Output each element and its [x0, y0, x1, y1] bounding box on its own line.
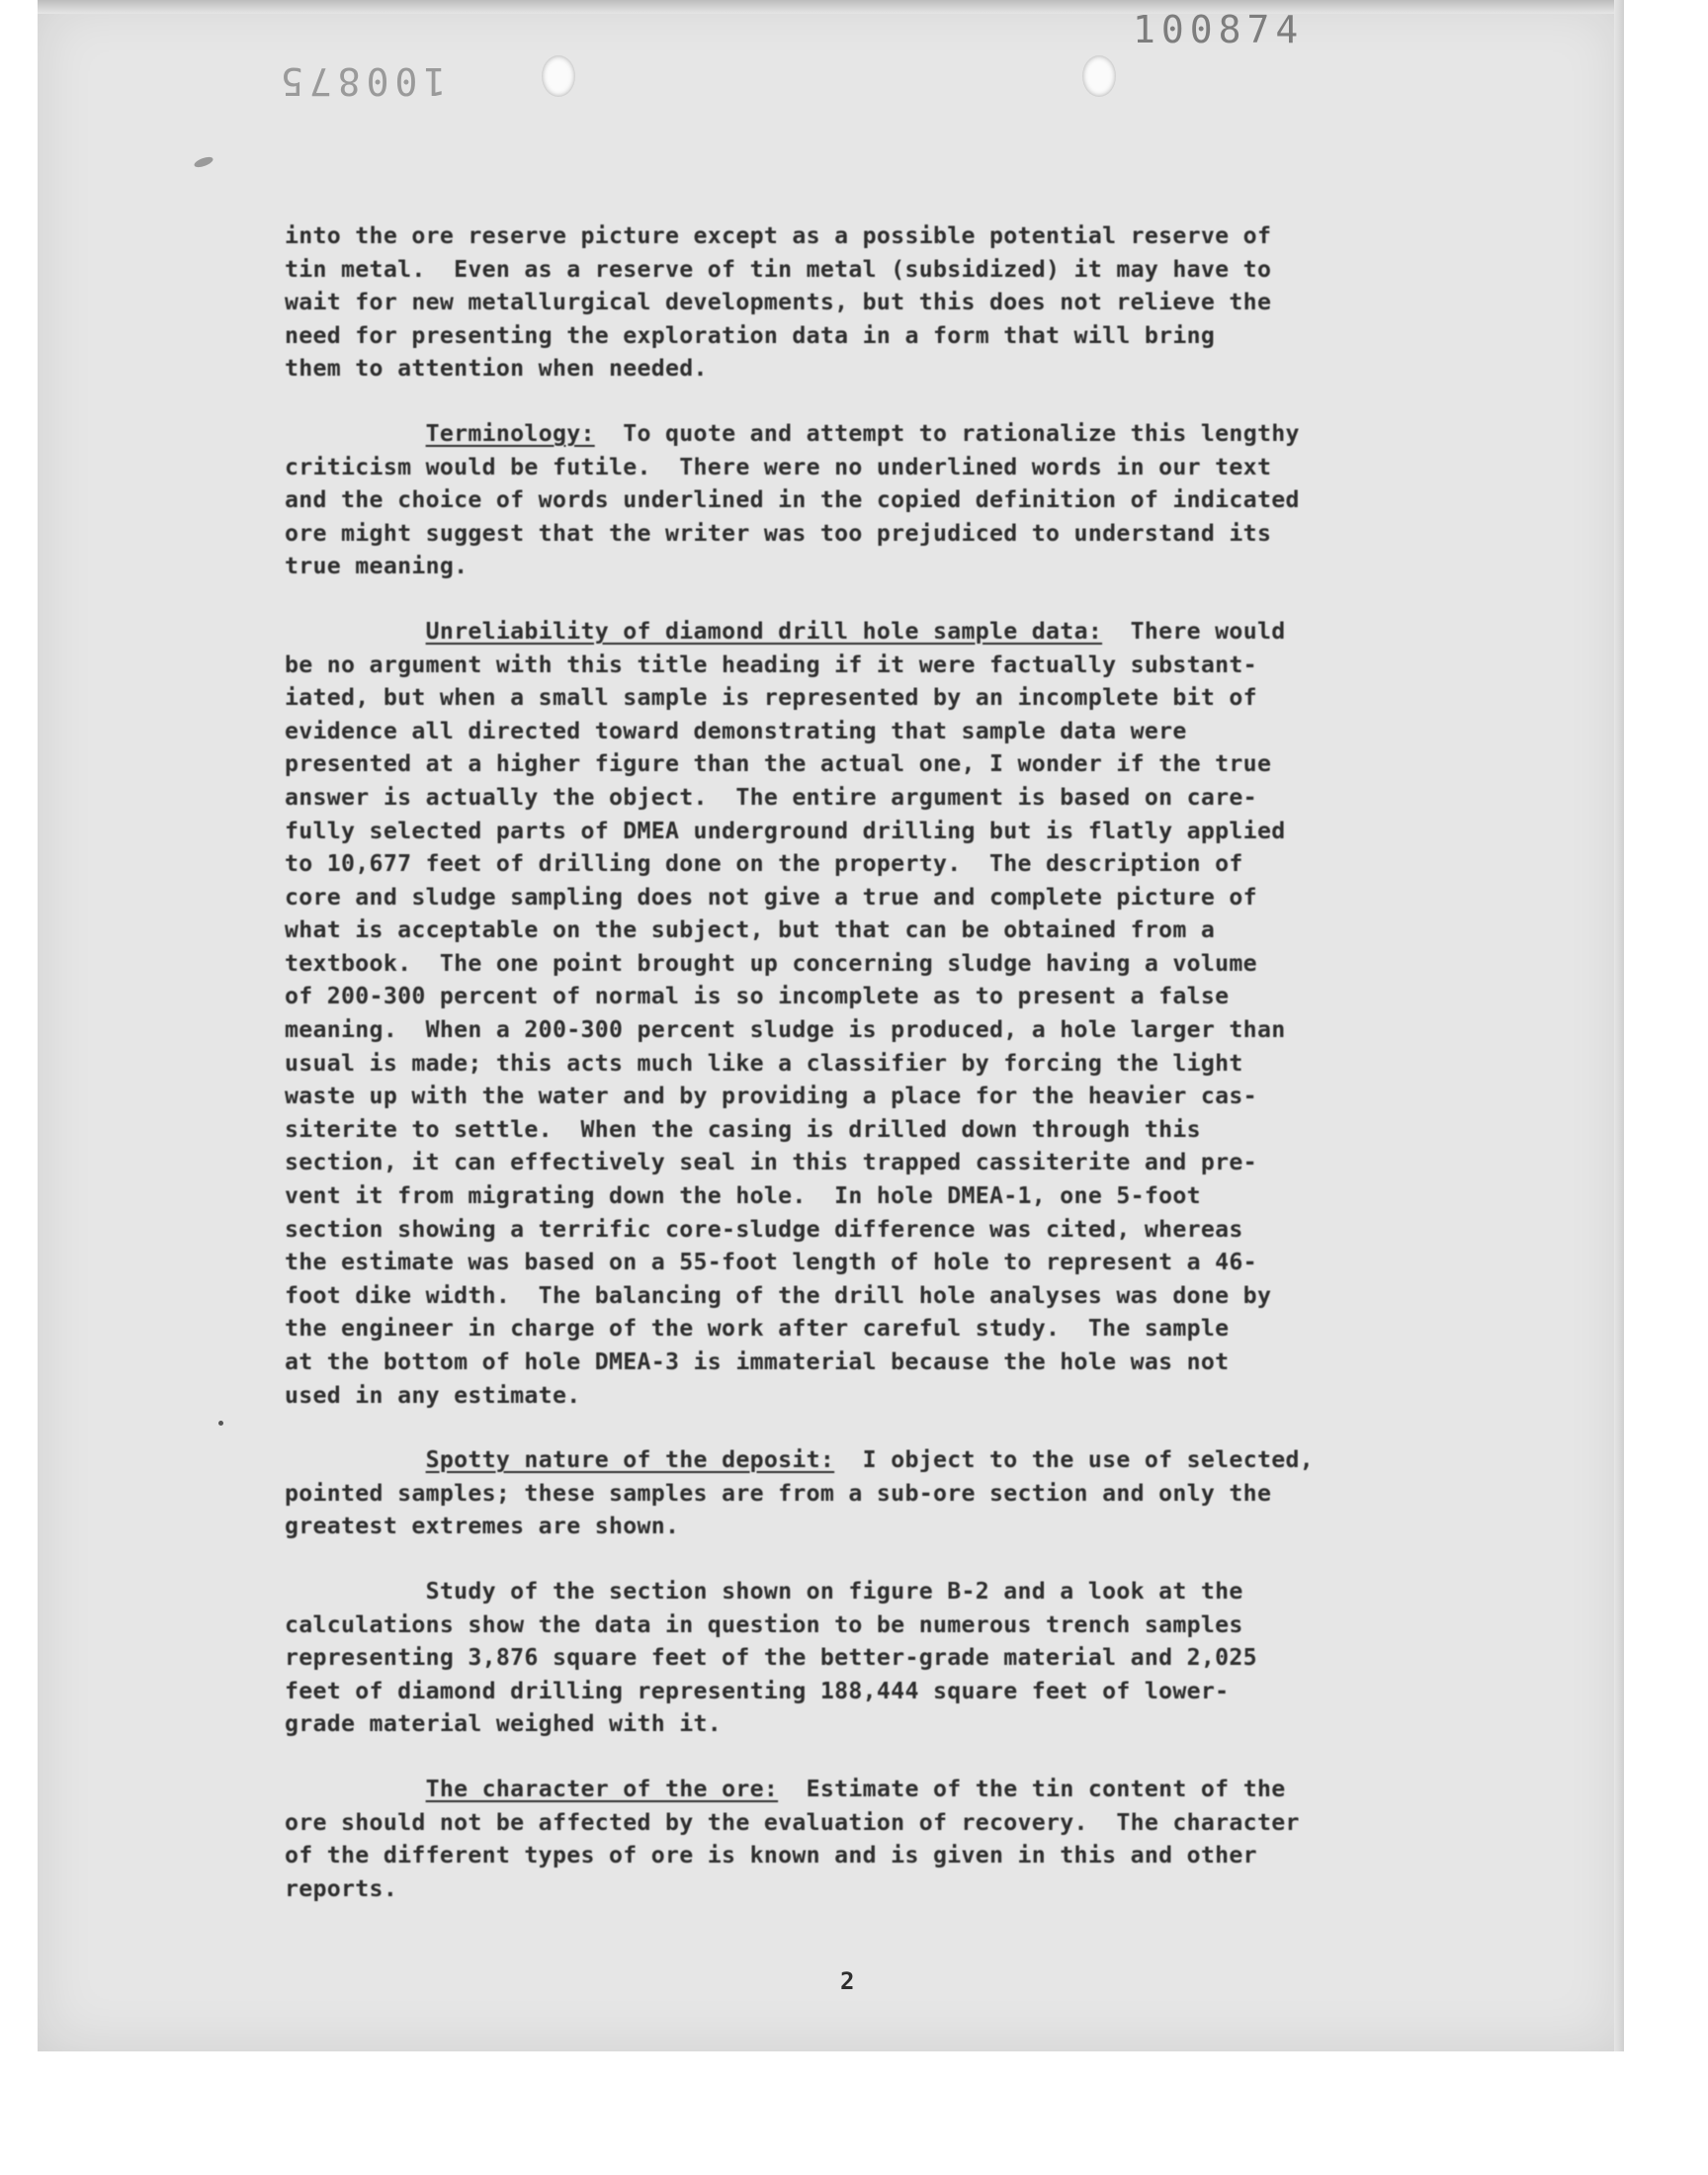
section-heading: The character of the ore:	[425, 1775, 779, 1802]
section-heading: Spotty nature of the deposit:	[425, 1446, 835, 1474]
punch-hole-left	[542, 55, 575, 97]
scan-smudge	[193, 155, 214, 169]
paragraph-text: To quote and attempt to rationalize this lengthy criticism would be futile. There were no underlined words in our text and the choice of words underlined in the copied definition of indicated ore might suggest that the writer was too prejudiced to understand its true meaning.	[285, 419, 1300, 580]
paragraph-study-section	[285, 1575, 1483, 1741]
document-number-stamp: 100874	[1133, 8, 1305, 51]
scan-top-shadow	[38, 0, 1624, 14]
paragraph-spotty-nature	[285, 1443, 1483, 1543]
paragraph-unreliability	[285, 615, 1483, 1412]
scan-speck	[218, 1421, 223, 1426]
document-body	[285, 219, 1483, 1937]
paragraph-terminology	[285, 417, 1483, 583]
document-number-stamp-faded: 100875	[275, 59, 447, 103]
section-heading: Unreliability of diamond drill hole sample data:	[425, 617, 1103, 645]
paragraph-intro	[285, 219, 1483, 386]
punch-hole-right	[1082, 55, 1116, 97]
page-number: 2	[840, 1967, 855, 1995]
paragraph-character-ore	[285, 1773, 1483, 1905]
paragraph-text: Study of the section shown on figure B-2 and a look at the calculations show the data in question to be numerous trench samples representing 3,876 square feet of the better-grade material and 2,025 feet of diamond drilling representing 188,444 square feet of lower- grade material weighed with it.	[285, 1577, 1257, 1738]
paragraph-text: There would be no argument with this title heading if it were factually substant- iated, but when a small sample is represented by an incomplete bit of evidence all directed toward demonstrating that sample data were presented at a higher figure than the actual one, I wonder if the true answer is actually the object. The entire argument is based on care- fully selected parts of DMEA underground drilling but is flatly applied to 10,677 feet of drilling done on the property. The description of core and sludge sampling does not give a true and complete picture of what is acceptable on the subject, but that can be obtained from a textbook. The one point brought up concerning sludge having a volume of 200-300 percent of normal is so incomplete as to present a false meaning. When a 200-300 percent sludge is produced, a hole larger than usual is made; this acts much like a classifier by forcing the light waste up with the water and by providing a place for the heavier cas- siterite to settle. When the casing is drilled down through this section, it can effectively seal in this trapped cassiterite and pre- vent it from migrating down the hole. In hole DMEA-1, one 5-foot section showing a terrific core-sludge difference was cited, whereas the estimate was based on a 55-foot length of hole to represent a 46- foot dike width. The balancing of the drill hole analyses was done by the engineer in charge of the work after careful study. The sample at the bottom of hole DMEA-3 is immaterial because the hole was not used in any estimate.	[285, 617, 1286, 1409]
paragraph-text: Estimate of the tin content of the ore should not be affected by the evaluation of recovery. The character of the different types of ore is known and is given in this and other reports.	[285, 1775, 1300, 1902]
paragraph-text: into the ore reserve picture except as a possible potential reserve of tin metal. Even as a reserve of tin metal (subsidized) it may have to wait for new metallurgical developments, but this does not relieve the need for presenting the exploration data in a form that will bring them to attention when needed.	[285, 222, 1272, 383]
paragraph-text: I object to the use of selected, pointed samples; these samples are from a sub-ore section and only the greatest extremes are shown.	[285, 1446, 1314, 1540]
scan-page-edge	[1614, 0, 1624, 2051]
section-heading: Terminology:	[425, 419, 595, 447]
